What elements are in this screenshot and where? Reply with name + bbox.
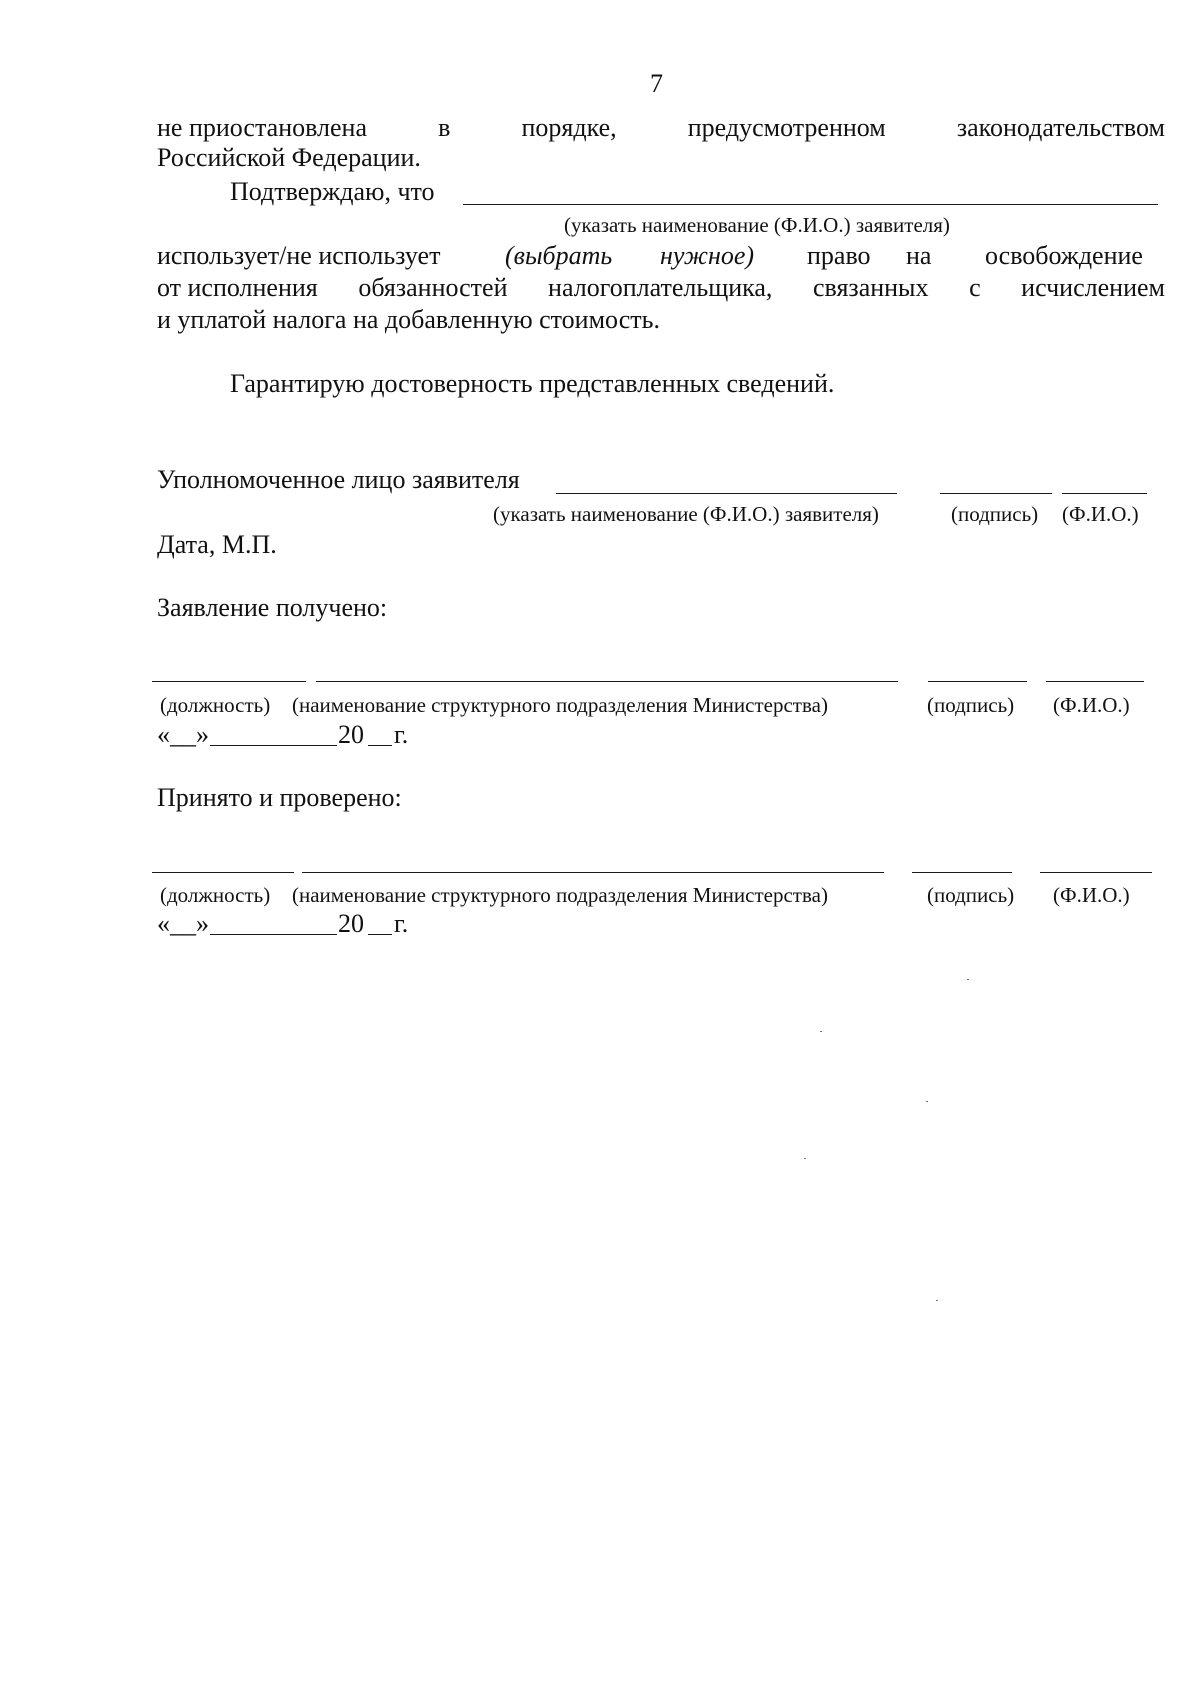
intro-word: законодательством xyxy=(956,113,1165,142)
received-fio-caption: (Ф.И.О.) xyxy=(1053,693,1130,717)
scan-speck xyxy=(967,979,969,980)
received-position-field[interactable] xyxy=(152,681,306,682)
confirm-word: налогоплательщика, xyxy=(548,273,773,302)
authorized-name-caption: (указать наименование (Ф.И.О.) заявителя) xyxy=(493,502,879,526)
accepted-position-field[interactable] xyxy=(152,872,294,873)
received-date-year-field[interactable] xyxy=(368,745,392,746)
accepted-date-year: 20 xyxy=(338,909,364,938)
received-unit-field[interactable] xyxy=(316,681,898,682)
intro-word: предусмотренном xyxy=(687,113,886,142)
confirm-word: от исполнения xyxy=(157,273,318,302)
accepted-fio-field[interactable] xyxy=(1040,872,1152,873)
confirm-word: право xyxy=(807,241,871,270)
confirm-word: освобождение xyxy=(985,241,1143,270)
confirm-word: с xyxy=(969,273,981,302)
confirm-choose-hint: нужное) xyxy=(660,241,755,270)
accepted-heading: Принято и проверено: xyxy=(157,783,402,812)
accepted-date-suffix: г. xyxy=(394,909,409,938)
authorized-name-field[interactable] xyxy=(556,493,897,494)
intro-word: порядке, xyxy=(521,113,617,142)
accepted-signature-caption: (подпись) xyxy=(927,883,1015,907)
received-signature-caption: (подпись) xyxy=(927,693,1015,717)
confirm-word: связанных xyxy=(812,273,929,302)
authorized-signature-caption: (подпись) xyxy=(951,502,1039,526)
confirm-word: на xyxy=(906,241,932,270)
authorized-fio-caption: (Ф.И.О.) xyxy=(1062,502,1139,526)
intro-line-2: Российской Федерации. xyxy=(157,143,421,172)
confirm-word: исчислением xyxy=(1021,273,1165,302)
accepted-unit-caption: (наименование структурного подразделения Министерства) xyxy=(292,883,828,907)
received-signature-field[interactable] xyxy=(928,681,1027,682)
page-number: 7 xyxy=(650,69,663,98)
guarantee-statement: Гарантирую достоверность представленных сведений. xyxy=(230,369,835,398)
received-date-year: 20 xyxy=(338,720,364,749)
received-position-caption: (должность) xyxy=(160,693,271,717)
scan-speck xyxy=(804,1158,806,1159)
received-unit-caption: (наименование структурного подразделения Министерства) xyxy=(292,693,828,717)
accepted-date-day: «__» xyxy=(157,909,209,938)
accepted-date-month-field[interactable] xyxy=(210,934,337,935)
accepted-fio-caption: (Ф.И.О.) xyxy=(1053,883,1130,907)
received-date-suffix: г. xyxy=(394,720,409,749)
received-fio-field[interactable] xyxy=(1046,681,1144,682)
scan-speck xyxy=(820,1031,822,1032)
date-stamp-label: Дата, М.П. xyxy=(157,530,277,559)
scan-speck xyxy=(926,1101,928,1102)
accepted-signature-field[interactable] xyxy=(912,872,1012,873)
received-date-month-field[interactable] xyxy=(210,745,337,746)
confirm-line-3: и уплатой налога на добавленную стоимость. xyxy=(157,305,660,334)
applicant-name-field[interactable] xyxy=(463,204,1158,205)
confirm-word: обязанностей xyxy=(358,273,508,302)
authorized-fio-field[interactable] xyxy=(1062,493,1147,494)
authorized-signature-field[interactable] xyxy=(940,493,1052,494)
intro-word: не приостановлена xyxy=(157,113,368,142)
intro-word: в xyxy=(438,113,451,142)
confirm-line-2 xyxy=(157,273,1165,303)
confirm-choose-hint: (выбрать xyxy=(505,241,613,270)
received-heading: Заявление получено: xyxy=(157,593,388,622)
accepted-position-caption: (должность) xyxy=(160,883,271,907)
confirm-lead: Подтверждаю, что xyxy=(230,177,435,206)
intro-line-1 xyxy=(157,113,1165,143)
scan-speck xyxy=(936,1300,938,1301)
received-date-day: «__» xyxy=(157,720,209,749)
accepted-unit-field[interactable] xyxy=(302,872,884,873)
accepted-date-year-field[interactable] xyxy=(368,934,392,935)
applicant-name-caption: (указать наименование (Ф.И.О.) заявителя) xyxy=(564,213,950,237)
confirm-word: использует/не использует xyxy=(157,241,441,270)
authorized-person-label: Уполномоченное лицо заявителя xyxy=(157,465,520,494)
